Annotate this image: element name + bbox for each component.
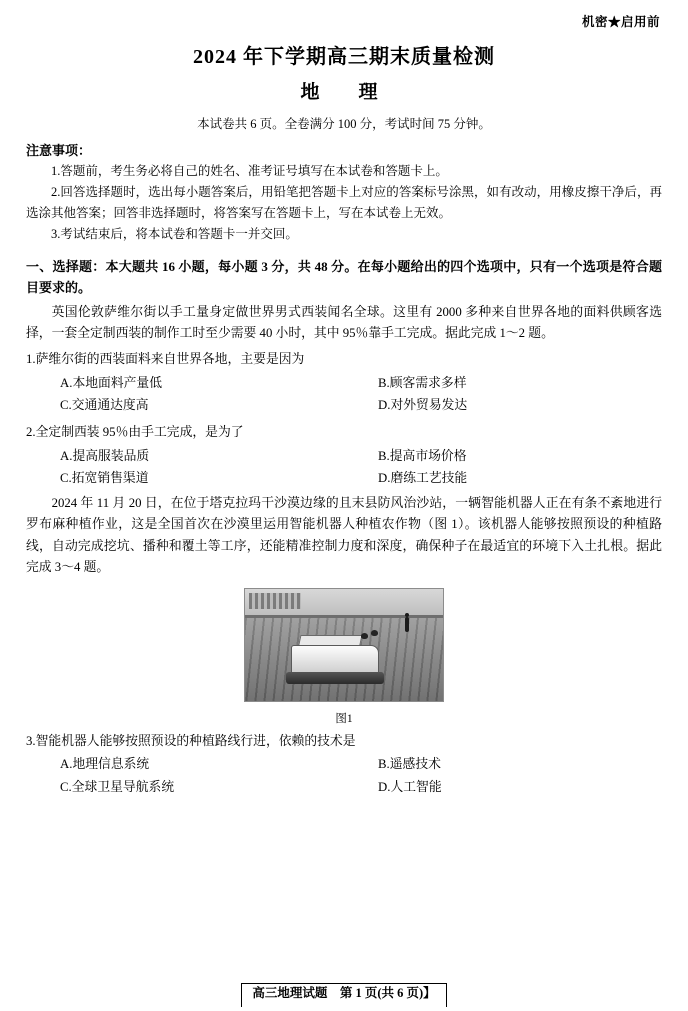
option-b[interactable]: B.提高市场价格 xyxy=(378,448,467,463)
question-3-options xyxy=(26,753,662,798)
footer-frame xyxy=(241,983,446,1007)
material-paragraph-2: 2024 年 11 月 20 日，在位于塔克拉玛干沙漠边缘的且末县防风治沙站，一辆智能机器人正在有条不紊地进行罗布麻种植作业，这是全国首次在沙漠里运用智能机器人种植农作物（图 1）。该机器人能够按照预设的种植路线，自动完成挖坑、播种和覆土等工序，还能精准控制力度和深度，确保种子在最适宜的环境下入土扎根。据此完成 3～4 题。 xyxy=(26,496,662,574)
option-a[interactable]: A.地理信息系统 xyxy=(60,757,150,772)
question-2-stem: 2.全定制西装 95％由手工完成，是为了 xyxy=(26,424,244,439)
option-d[interactable]: D.对外贸易发达 xyxy=(378,398,468,413)
figure-person xyxy=(405,617,409,632)
option-d[interactable]: D.磨练工艺技能 xyxy=(378,470,468,485)
section-heading xyxy=(26,256,662,298)
option-d[interactable]: D.人工智能 xyxy=(378,779,442,794)
footer-page-number: 第 1 页(共 6 页)】 xyxy=(339,986,436,1001)
figure-robot-body xyxy=(291,645,379,677)
option-a[interactable]: A.提高服装品质 xyxy=(60,448,150,463)
option-c[interactable]: C.全球卫星导航系统 xyxy=(60,779,175,794)
option-b[interactable]: B.遥感技术 xyxy=(378,757,441,772)
figure-bird-icon xyxy=(371,630,378,636)
section-label: 一、选择题： xyxy=(26,259,106,274)
material-paragraph-1: 英国伦敦萨维尔街以手工量身定做世界男式西装闻名全球。这里有 2000 多种来自世界各地的面料供顾客选择，一套全定制西装的制作工时至少需要 40 小时，其中 95％靠手工完成。据此完成 1～2 题。 xyxy=(26,305,662,341)
question-2-options xyxy=(26,445,662,490)
option-c[interactable]: C.拓宽销售渠道 xyxy=(60,470,149,485)
figure-1-image xyxy=(244,588,444,702)
section-text: 本大题共 16 小题，每小题 3 分，共 48 分。在每小题给出的四个选项中，只有一个选项是符合题目要求的。 xyxy=(26,259,662,296)
figure-1-caption: 图1 xyxy=(335,712,353,725)
secret-mark: 机密★启用前 xyxy=(581,15,660,29)
figure-1 xyxy=(26,588,662,726)
option-b[interactable]: B.顾客需求多样 xyxy=(378,376,467,391)
question-1-options xyxy=(26,372,662,417)
exam-info: 本试卷共 6 页。全卷满分 100 分，考试时间 75 分钟。 xyxy=(197,117,491,131)
subject-title: 地 理 xyxy=(300,82,388,103)
notice-item: 2.回答选择题时，选出每小题答案后，用铅笔把答题卡上对应的答案标号涂黑，如有改动，用橡皮擦干净后，再选涂其他答案；回答非选择题时，将答案写在答题卡上，写在本试卷上无效。 xyxy=(26,185,662,220)
notice-item: 3.考试结束后，将本试卷和答题卡一并交回。 xyxy=(51,226,298,241)
footer-title: 高三地理试题 xyxy=(252,986,328,1001)
question-3-stem: 3.智能机器人能够按照预设的种植路线行进，依赖的技术是 xyxy=(26,733,356,748)
page-footer xyxy=(0,983,688,1007)
page-title: 2024 年下学期高三期末质量检测 xyxy=(193,46,495,68)
option-c[interactable]: C.交通通达度高 xyxy=(60,398,149,413)
figure-texture-strip xyxy=(249,593,301,609)
notice-item: 1.答题前，考生务必将自己的姓名、准考证号填写在本试卷和答题卡上。 xyxy=(51,164,448,178)
question-1-stem: 1.萨维尔街的西装面料来自世界各地，主要是因为 xyxy=(26,352,305,367)
option-a[interactable]: A.本地面料产量低 xyxy=(60,376,163,391)
figure-bird-icon xyxy=(361,633,368,639)
notice-title: 注意事项： xyxy=(26,143,92,158)
